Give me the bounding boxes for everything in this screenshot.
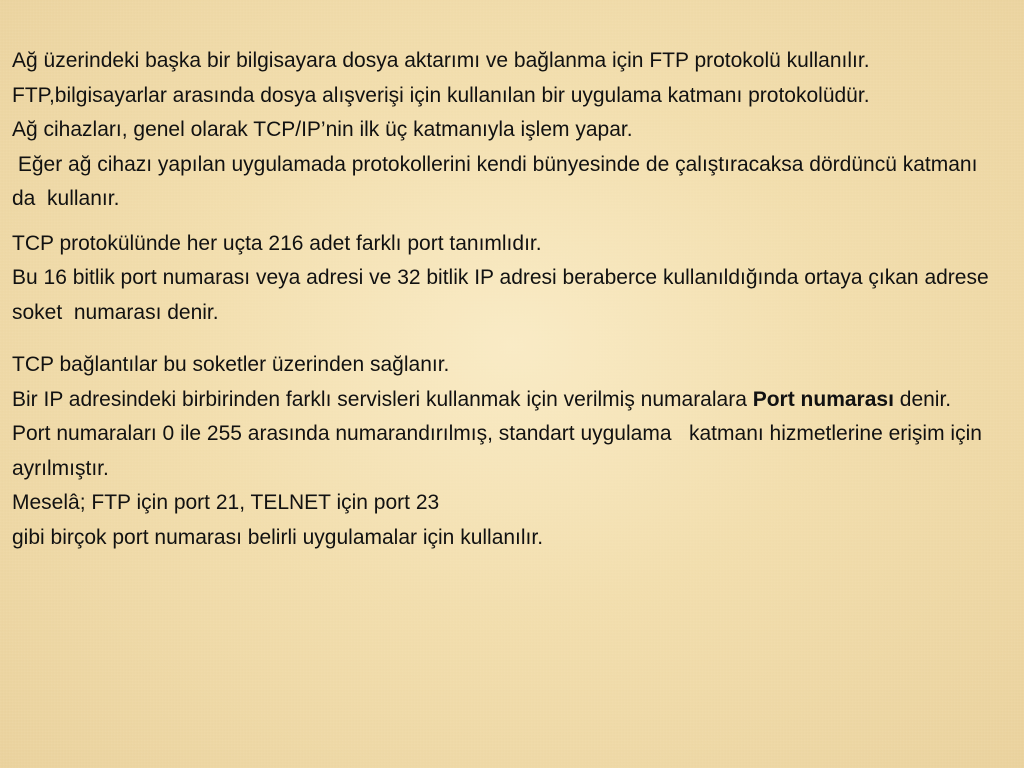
text-line-fourth-layer: Eğer ağ cihazı yapılan uygulamada protokollerini kendi bünyesinde de çalıştıracaksa dördüncü katmanı da kullanır.: [12, 152, 984, 210]
text-line-port-examples: Meselâ; FTP için port 21, TELNET için port 23: [12, 491, 440, 514]
text-line-ftp-transfer: Ağ üzerindeki başka bir bilgisayara dosya aktarımı ve bağlanma için FTP protokolü kullanılır.: [12, 49, 870, 72]
text-line-port-range: Port numaraları 0 ile 255 arasında numarandırılmış, standart uygulama katmanı hizmetlerine erişim için ayrılmıştır.: [12, 422, 988, 480]
text-line-port-usage: gibi birçok port numarası belirli uygulamalar için kullanılır.: [12, 525, 544, 549]
text-line-port-number-definition: [12, 383, 1002, 418]
text-line-tcp-sockets: TCP bağlantılar bu soketler üzerinden sağlanır.: [12, 353, 450, 376]
paragraph-port-numbers: [12, 348, 1002, 555]
port-definition-suffix: denir.: [893, 387, 952, 411]
slide-content: [12, 44, 1002, 555]
text-line-socket-number: Bu 16 bitlik port numarası veya adresi ve 32 bitlik IP adresi beraberce kullanıldığında ortaya çıkan adrese soket numarası denir.: [12, 266, 995, 324]
text-line-network-devices: Ağ cihazları, genel olarak TCP/IP’nin ilk üç katmanıyla işlem yapar.: [12, 118, 633, 141]
paragraph-tcp-ports: [12, 227, 1002, 331]
port-number-term: Port numarası: [752, 387, 894, 411]
port-definition-prefix: Bir IP adresindeki birbirinden farklı servisleri kullanmak için verilmiş numaralara: [12, 387, 753, 411]
text-line-tcp-port-count: TCP protokülünde her uçta 216 adet farklı port tanımlıdır.: [12, 231, 542, 255]
paragraph-ftp-intro: [12, 44, 1002, 217]
text-line-ftp-definition: FTP,bilgisayarlar arasında dosya alışverişi için kullanılan bir uygulama katmanı protokolüdür.: [12, 83, 870, 107]
